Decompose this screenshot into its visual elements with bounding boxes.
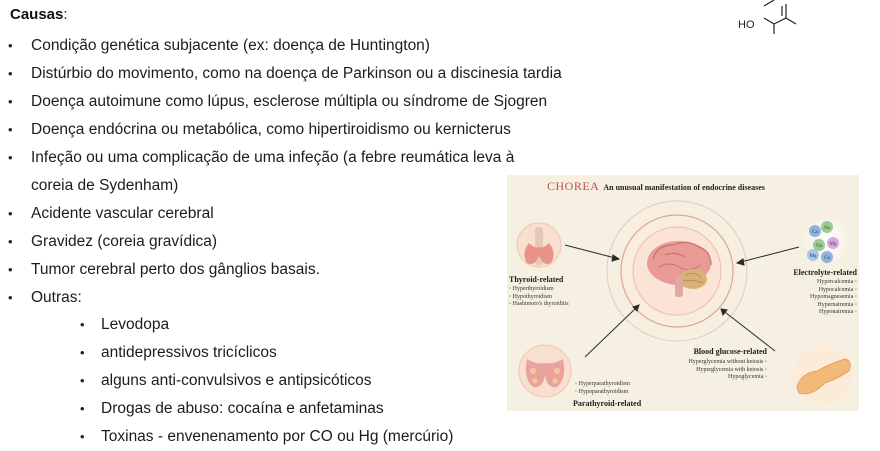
list-item: • Doença endócrina ou metabólica, como hipertiroidismo ou kernicterus bbox=[0, 116, 640, 144]
electrolyte-label: Electrolyte-related bbox=[793, 268, 857, 277]
electrolyte-items: Hypercalcemia ◦ Hypocalcemia ◦ Hypomagnesemia ◦ Hypernatremia ◦ Hyponatremia ◦ bbox=[810, 279, 857, 315]
thyroid-label: Thyroid-related bbox=[509, 275, 564, 284]
list-item-continuation: coreia de Sydenham) bbox=[31, 177, 179, 194]
parathyroid-items: ◦ Hyperparathyroidism ◦ Hypoparathyroidism bbox=[575, 381, 630, 395]
ion-label: Na bbox=[824, 226, 830, 231]
glucose-items: Hyperglycemia without ketosis ◦ Hyperglycemia with ketosis ◦ Hypoglycemia ◦ bbox=[688, 359, 767, 380]
pancreas-icon bbox=[793, 345, 853, 405]
causes-heading: Causas: bbox=[10, 6, 68, 23]
list-item: • Tumor cerebral perto dos gânglios basais. bbox=[0, 256, 640, 284]
ion-label: Na bbox=[816, 244, 822, 249]
list-item: • Condição genética subjacente (ex: doença de Huntington) bbox=[0, 32, 640, 60]
electrolyte-ions-icon bbox=[803, 217, 851, 265]
list-item: • Toxinas - envenenamento por CO ou Hg (mercúrio) bbox=[0, 423, 453, 451]
chem-label: HO bbox=[738, 19, 755, 31]
ion-label: Mg bbox=[809, 254, 817, 259]
list-item: • Distúrbio do movimento, como na doença de Parkinson ou a discinesia tardia bbox=[0, 60, 640, 88]
thyroid-icon bbox=[517, 223, 561, 267]
list-item: • alguns anti-convulsivos e antipsicóticos bbox=[0, 367, 453, 395]
list-item: • antidepressivos tricíclicos bbox=[0, 339, 453, 367]
parathyroid-icon bbox=[519, 345, 571, 397]
chorea-figure bbox=[507, 175, 859, 411]
chemical-structure-image bbox=[730, 0, 810, 34]
list-item: • Doença autoimune como lúpus, esclerose múltipla ou síndrome de Sjogren bbox=[0, 88, 640, 116]
figure-title: CHOREA An unusual manifestation of endocrine diseases bbox=[547, 179, 765, 193]
ion-label: Mg bbox=[829, 242, 837, 247]
parathyroid-label: Parathyroid-related bbox=[573, 399, 642, 408]
list-item: • Infeção ou uma complicação de uma infeção (a febre reumática leva à bbox=[0, 144, 640, 172]
list-item: • Gravidez (coreia gravídica) bbox=[0, 228, 640, 256]
list-item: • Outras: bbox=[0, 284, 640, 312]
other-causes-list bbox=[0, 311, 453, 451]
ion-label: Ca bbox=[812, 230, 818, 235]
list-item: • Drogas de abuso: cocaína e anfetaminas bbox=[0, 395, 453, 423]
list-item: • Levodopa bbox=[0, 311, 453, 339]
glucose-label: Blood glucose-related bbox=[693, 347, 767, 356]
ion-label: Ca bbox=[824, 256, 830, 261]
list-item: • Acidente vascular cerebral bbox=[0, 200, 640, 228]
thyroid-items: ◦ Hyperthyroidism ◦ Hypothyroidism ◦ Hashimoto's thyroiditis bbox=[509, 286, 569, 307]
